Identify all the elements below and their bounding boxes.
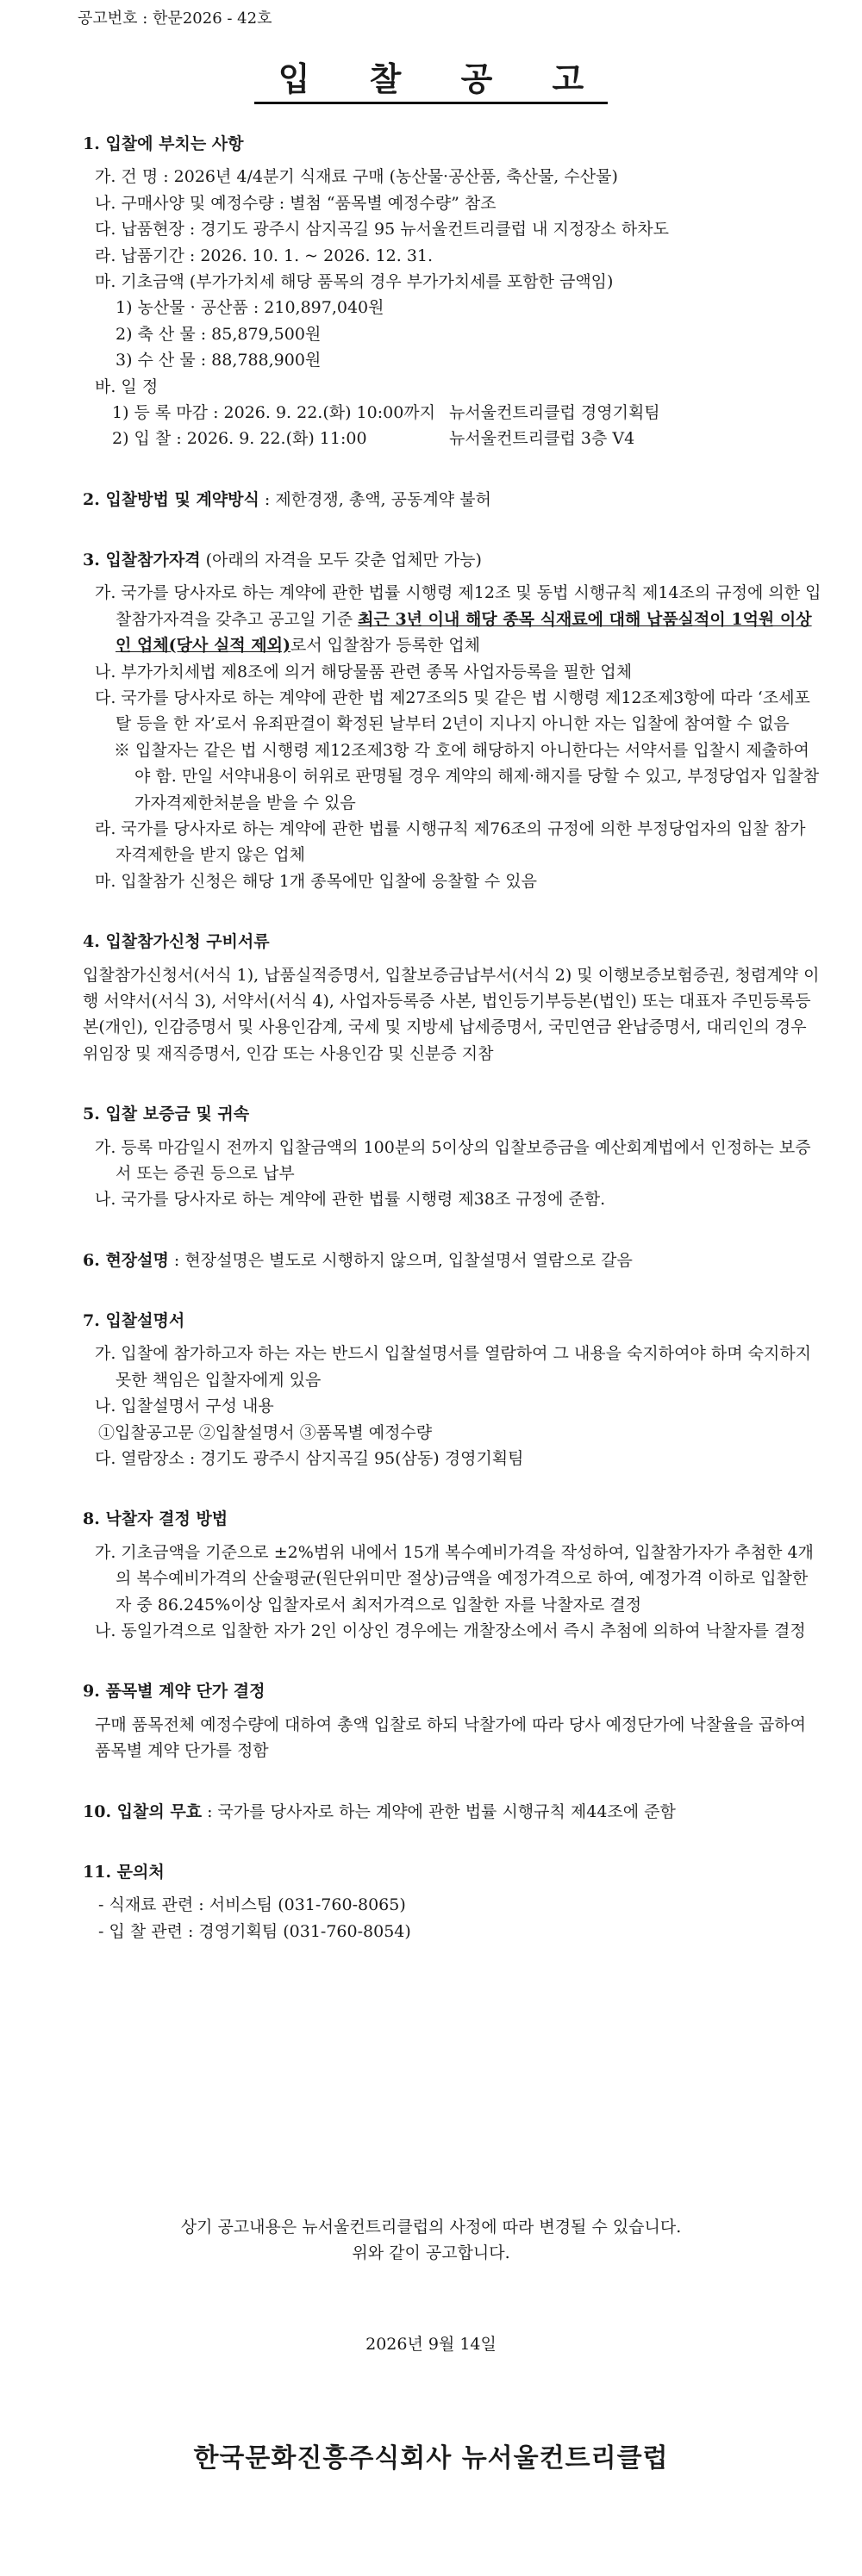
schedule-row-bid [112,426,674,451]
section-4-heading: 4. 입찰참가신청 구비서류 [83,932,270,952]
section-10-text: : 국가를 당사자로 하는 계약에 관한 법률 시행규칙 제44조에 준함 [202,1801,676,1821]
section-3-heading: 3. 입찰참가자격 [83,551,201,570]
section-5 [83,1101,824,1213]
section-8-item-b: 나. 동일가격으로 입찰한 자가 2인 이상인 경우에는 개찰장소에서 즉시 추첨에 의하여 낙찰자를 결정 [95,1621,806,1640]
section-7-heading: 7. 입찰설명서 [83,1311,185,1331]
section-3-item-e: 마. 입찰참가 신청은 해당 1개 종목에만 입찰에 응찰할 수 있음 [95,871,537,891]
footer-note [0,2214,862,2267]
section-7-items-list: ①입찰공고문 ②입찰설명서 ③품목별 예정수량 [98,1422,433,1442]
contact-food: - 식재료 관련 : 서비스팀 (031-760-8065) [98,1895,406,1915]
section-3-heading-note: (아래의 자격을 모두 갖춘 업체만 가능) [200,551,482,570]
page-title-text: 입 찰 공 고 [254,59,609,104]
section-5-heading: 5. 입찰 보증금 및 귀속 [83,1104,250,1124]
section-5-item-a: 가. 등록 마감일시 전까지 입찰금액의 100분의 5이상의 입찰보증금을 예산회계법에서 인정하는 보증서 또는 증권 등으로 납부 [95,1137,811,1183]
schedule-bid-label: 2) 입 찰 : 2026. 9. 22.(화) 11:00 [112,429,367,449]
section-3-heading-line [83,547,824,573]
section-3-item-a-text: 가. 국가를 당사자로 하는 계약에 관한 법률 시행령 제12조 및 동법 시행규칙 제14조의 규정에 의한 입찰참가자격을 갖추고 공고일 기준 [95,583,821,629]
section-6-heading: 6. 현장설명 [83,1250,169,1270]
notice-number: 공고번호 : 한문2026 - 42호 [78,9,272,28]
base-amount-agri: 1) 농산물 · 공산품 : 210,897,040원 [116,298,384,318]
section-1-item-b: 나. 구매사양 및 예정수량 : 별첨 “품목별 예정수량” 참조 [95,193,497,213]
section-3 [83,547,824,894]
section-5-item-b: 나. 국가를 당사자로 하는 계약에 관한 법률 시행령 제38조 규정에 준함. [95,1190,606,1210]
section-9-heading: 9. 품목별 계약 단가 결정 [83,1682,265,1702]
section-1-heading: 1. 입찰에 부치는 사항 [83,134,244,153]
section-3-item-a-tail: 로서 입찰참가 등록한 업체 [290,636,481,656]
section-1-item-f: 바. 일 정 [95,376,159,396]
section-10 [83,1799,824,1825]
schedule-registration-place: 뉴서울컨트리클럽 경영기획팀 [449,402,660,422]
base-amount-livestock: 2) 축 산 물 : 85,879,500원 [116,324,322,344]
section-1-item-a: 가. 건 명 : 2026년 4/4분기 식재료 구매 (농산물·공산품, 축산물, 수산물) [95,167,618,187]
section-3-item-a [95,580,824,658]
notice-body [83,131,824,1944]
section-9 [83,1678,824,1764]
section-2 [83,487,824,513]
section-1-item-e: 마. 기초금액 (부가가치세 해당 품목의 경우 부가가치세를 포함한 금액임) [95,271,614,291]
section-4-text: 입찰참가신청서(서식 1), 납품실적증명서, 입찰보증금납부서(서식 2) 및 이행보증보험증권, 청렴계약 이행 서약서(서식 3), 서약서(서식 4), 사업자등록증 사본, 법인등기부등본(법인) 또는 대표자 주민등록등본(개인), 인감증명서 및 사용인감계, 국세 및 지방세 납세증명서, 국민연금 완납증명서, 대리인의 경우 위임장 및 재직증명서, 인감 또는 사용인감 및 신분증 지참 [83,965,820,1063]
section-10-heading: 10. 입찰의 무효 [83,1801,203,1821]
schedule-row-registration [112,400,674,426]
section-3-note: ※ 입찰자는 같은 법 시행령 제12조제3항 각 호에 해당하지 아니한다는 서약서를 입찰시 제출하여야 함. 만일 서약내용이 허위로 판명될 경우 계약의 해제·해지를 당할 수 있고, 부정당업자 입찰참가자격제한처분을 받을 수 있음 [114,740,820,812]
section-4 [83,929,824,1067]
section-1-item-c: 다. 납품현장 : 경기도 광주시 삼지곡길 95 뉴서울컨트리클럽 내 지정장소 하차도 [95,220,669,240]
notice-date: 2026년 9월 14일 [365,2335,497,2354]
section-2-heading: 2. 입찰방법 및 계약방식 [83,489,259,509]
organization-name: 한국문화진흥주식회사 뉴서울컨트리클럽 [193,2443,669,2473]
schedule-registration-label: 1) 등 록 마감 : 2026. 9. 22.(화) 10:00까지 [112,402,436,422]
section-7-item-a: 가. 입찰에 참가하고자 하는 자는 반드시 입찰설명서를 열람하여 그 내용을 숙지하여야 하며 숙지하지 못한 책임은 입찰자에게 있음 [95,1344,812,1390]
base-amount-seafood: 3) 수 산 물 : 88,788,900원 [116,351,322,370]
section-7-item-c: 다. 열람장소 : 경기도 광주시 삼지곡길 95(삼동) 경영기획팀 [95,1449,524,1469]
section-7-item-b: 나. 입찰설명서 구성 내용 [95,1397,274,1416]
section-2-text: : 제한경쟁, 총액, 공동계약 불허 [259,489,491,509]
section-3-item-d: 라. 국가를 당사자로 하는 계약에 관한 법률 시행규칙 제76조의 규정에 의한 부정당업자의 입찰 참가 자격제한을 받지 않은 업체 [95,818,806,865]
footer-note-line-1: 상기 공고내용은 뉴서울컨트리클럽의 사정에 따라 변경될 수 있습니다. [180,2218,682,2237]
section-11-heading: 11. 문의처 [83,1862,165,1882]
section-6-text: : 현장설명은 별도로 시행하지 않으며, 입찰설명서 열람으로 갈음 [168,1250,633,1270]
page-title [0,53,862,106]
section-2-line [83,487,824,513]
section-9-text: 구매 품목전체 예정수량에 대하여 총액 입찰로 하되 낙찰가에 따라 당사 예정단가에 낙찰율을 곱하여 품목별 계약 단가를 정함 [95,1714,806,1761]
footer-note-line-2: 위와 같이 공고합니다. [352,2243,510,2263]
schedule-table [112,400,674,452]
section-10-line [83,1799,824,1825]
section-11 [83,1859,824,1944]
section-8-heading: 8. 낙찰자 결정 방법 [83,1509,228,1529]
section-6 [83,1248,824,1273]
section-3-item-b: 나. 부가가치세법 제8조에 의거 해당물품 관련 종목 사업자등록을 필한 업체 [95,662,633,681]
contact-bid: - 입 찰 관련 : 경영기획팀 (031-760-8054) [98,1921,411,1941]
section-1-item-d: 라. 납품기간 : 2026. 10. 1. ~ 2026. 12. 31. [95,246,434,265]
section-8-item-a: 가. 기초금액을 기준으로 ±2%범위 내에서 15개 복수예비가격을 작성하여, 입찰참가자가 추첨한 4개의 복수예비가격의 산술평균(원단위미만 절상)금액을 예정가격으로 하여, 예정가격 이하로 입찰한 자 중 86.245%이상 입찰자로서 최저가격으로 입찰한 자를 낙찰자로 결정 [95,1542,814,1615]
section-1 [83,131,824,452]
section-3-item-a-emphasis: 최근 3년 이내 해당 종목 식재료에 대해 납품실적이 1억원 이상인 업체(당사 실적 제외) [116,609,812,656]
section-7 [83,1308,824,1472]
section-8 [83,1506,824,1644]
section-6-line [83,1248,824,1273]
section-3-item-c: 다. 국가를 당사자로 하는 계약에 관한 법 제27조의5 및 같은 법 시행령 제12조제3항에 따라 ‘조세포탈 등을 한 자’로서 유죄판결이 확정된 날부터 2년이 지나지 아니한 자는 입찰에 참여할 수 없음 [95,688,810,734]
schedule-bid-place: 뉴서울컨트리클럽 3층 V4 [449,429,635,449]
